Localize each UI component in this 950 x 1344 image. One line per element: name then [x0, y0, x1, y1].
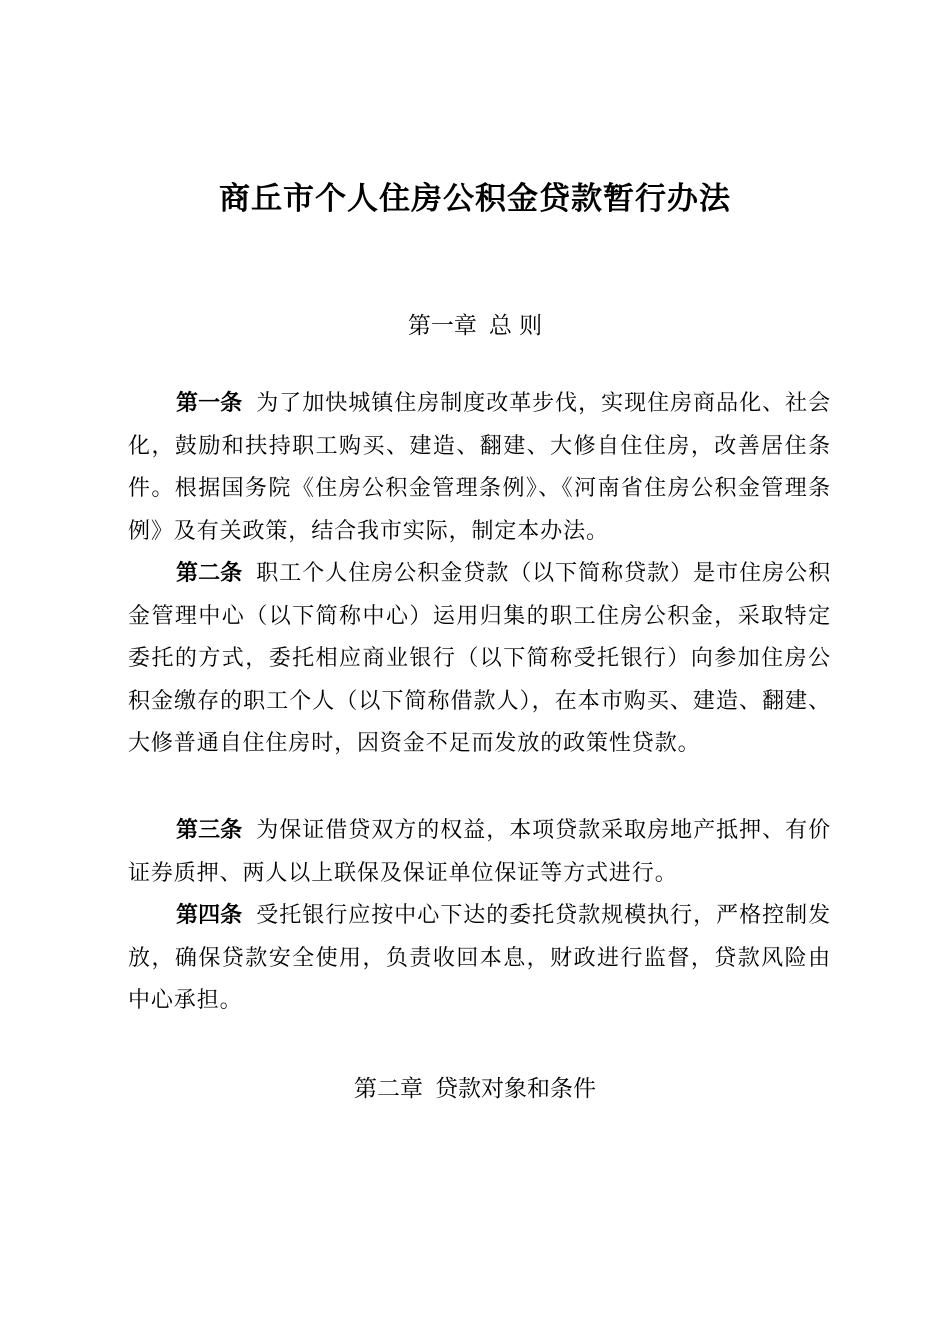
chapter-number: 第二章 — [354, 1076, 423, 1102]
article-label: 第三条 — [176, 818, 243, 843]
article-text: 为了加快城镇住房制度改革步伐，实现住房商品化、社会化，鼓励和扶持职工购买、建造、翻建、大修自住住房，改善居住条件。根据国务院《住房公积金管理条例》、《河南省住房公积金管理条例》及有关政策，结合我市实际，制定本办法。 — [128, 391, 831, 544]
document-title: 商丘市个人住房公积金贷款暂行办法 — [219, 181, 731, 217]
article-4 — [128, 895, 831, 1023]
article-1 — [128, 383, 831, 553]
chapter-heading-1 — [0, 311, 950, 341]
article-text: 受托银行应按中心下达的委托贷款规模执行，严格控制发放，确保贷款安全使用，负责收回本息，财政进行监督，贷款风险由中心承担。 — [128, 903, 831, 1013]
article-text: 职工个人住房公积金贷款（以下简称贷款）是市住房公积金管理中心（以下简称中心）运用归集的职工住房公积金，采取特定委托的方式，委托相应商业银行（以下简称受托银行）向参加住房公积金缴存的职工个人（以下简称借款人），在本市购买、建造、翻建、大修普通自住住房时，因资金不足而发放的政策性贷款。 — [128, 561, 831, 756]
article-label: 第二条 — [176, 561, 243, 586]
chapter-number: 第一章 — [407, 313, 477, 339]
article-label: 第四条 — [176, 903, 243, 928]
article-text: 为保证借贷双方的权益，本项贷款采取房地产抵押、有价证券质押、两人以上联保及保证单位保证等方式进行。 — [128, 818, 831, 886]
chapter-heading-2 — [0, 1074, 950, 1104]
chapter-title: 总 则 — [488, 313, 543, 339]
article-label: 第一条 — [176, 391, 243, 416]
chapter-title: 贷款对象和条件 — [435, 1076, 596, 1102]
article-3 — [128, 810, 831, 895]
article-2 — [128, 553, 831, 766]
